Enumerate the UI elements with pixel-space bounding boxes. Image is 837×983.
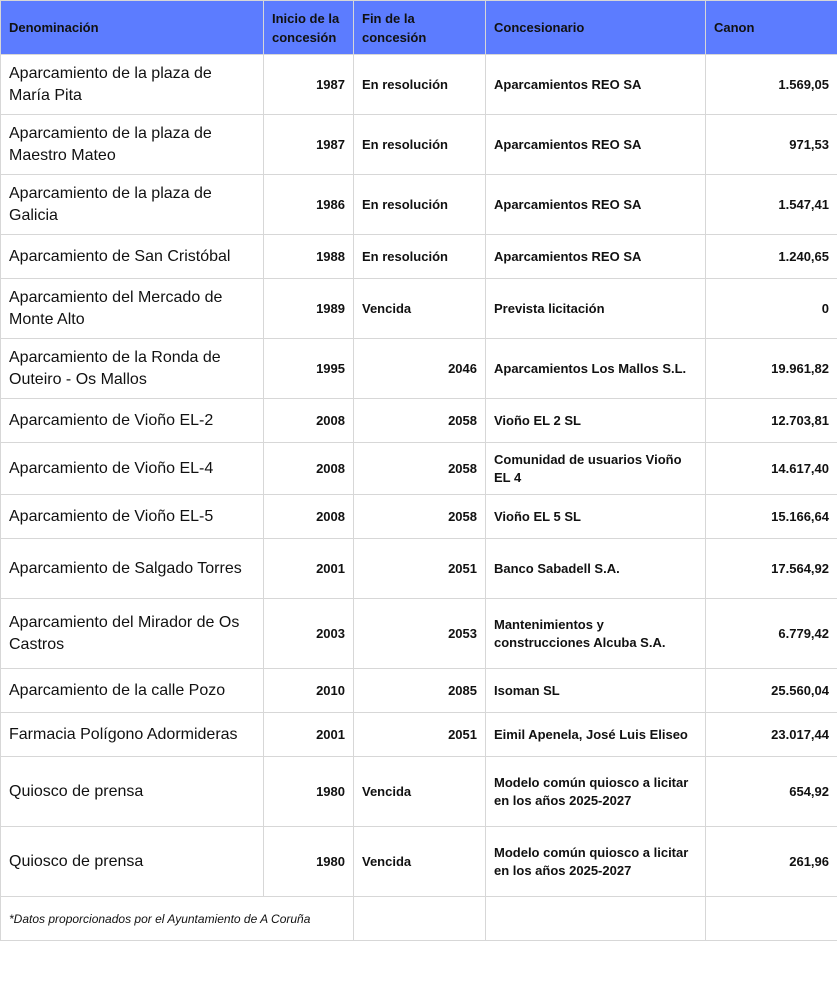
cell-denominacion: Aparcamiento de Vioño EL-5 xyxy=(1,495,264,539)
header-canon: Canon xyxy=(706,1,837,55)
cell-canon: 654,92 xyxy=(706,757,837,827)
cell-fin: 2051 xyxy=(354,539,486,599)
header-row xyxy=(1,1,837,55)
cell-inicio: 2001 xyxy=(264,539,354,599)
cell-denominacion: Aparcamiento de la plaza de Galicia xyxy=(1,175,264,235)
cell-denominacion: Aparcamiento de San Cristóbal xyxy=(1,235,264,279)
footnote: *Datos proporcionados por el Ayuntamiento de A Coruña xyxy=(1,897,354,941)
cell-canon: 23.017,44 xyxy=(706,713,837,757)
header-inicio: Inicio de la concesión xyxy=(264,1,354,55)
cell-fin: En resolución xyxy=(354,55,486,115)
cell-fin: 2051 xyxy=(354,713,486,757)
table-row xyxy=(1,827,837,897)
cell-fin: En resolución xyxy=(354,175,486,235)
cell-canon: 1.240,65 xyxy=(706,235,837,279)
cell-denominacion: Aparcamiento de Salgado Torres xyxy=(1,539,264,599)
table-row xyxy=(1,175,837,235)
footnote-row xyxy=(1,897,837,941)
table-row xyxy=(1,443,837,495)
cell-inicio: 2008 xyxy=(264,399,354,443)
cell-denominacion: Aparcamiento de la Ronda de Outeiro - Os Mallos xyxy=(1,339,264,399)
cell-fin: 2053 xyxy=(354,599,486,669)
cell-fin: En resolución xyxy=(354,115,486,175)
empty-cell xyxy=(486,897,706,941)
cell-denominacion: Aparcamiento del Mercado de Monte Alto xyxy=(1,279,264,339)
cell-canon: 19.961,82 xyxy=(706,339,837,399)
cell-fin: Vencida xyxy=(354,827,486,897)
cell-concesionario: Aparcamientos Los Mallos S.L. xyxy=(486,339,706,399)
table-row xyxy=(1,757,837,827)
cell-inicio: 1980 xyxy=(264,757,354,827)
cell-denominacion: Aparcamiento de la calle Pozo xyxy=(1,669,264,713)
cell-fin: 2058 xyxy=(354,443,486,495)
table-row xyxy=(1,669,837,713)
cell-denominacion: Aparcamiento de Vioño EL-4 xyxy=(1,443,264,495)
cell-denominacion: Aparcamiento de Vioño EL-2 xyxy=(1,399,264,443)
cell-concesionario: Prevista licitación xyxy=(486,279,706,339)
cell-fin: Vencida xyxy=(354,279,486,339)
cell-canon: 6.779,42 xyxy=(706,599,837,669)
cell-canon: 971,53 xyxy=(706,115,837,175)
cell-denominacion: Quiosco de prensa xyxy=(1,757,264,827)
empty-cell xyxy=(706,897,837,941)
cell-denominacion: Farmacia Polígono Adormideras xyxy=(1,713,264,757)
cell-canon: 25.560,04 xyxy=(706,669,837,713)
cell-concesionario: Aparcamientos REO SA xyxy=(486,175,706,235)
cell-concesionario: Vioño EL 2 SL xyxy=(486,399,706,443)
cell-inicio: 1987 xyxy=(264,55,354,115)
cell-denominacion: Aparcamiento de la plaza de María Pita xyxy=(1,55,264,115)
cell-inicio: 1988 xyxy=(264,235,354,279)
cell-fin: En resolución xyxy=(354,235,486,279)
cell-fin: 2058 xyxy=(354,399,486,443)
cell-fin: 2085 xyxy=(354,669,486,713)
cell-canon: 261,96 xyxy=(706,827,837,897)
cell-concesionario: Banco Sabadell S.A. xyxy=(486,539,706,599)
cell-concesionario: Comunidad de usuarios Vioño EL 4 xyxy=(486,443,706,495)
empty-cell xyxy=(354,897,486,941)
header-concesionario: Concesionario xyxy=(486,1,706,55)
header-fin: Fin de la concesión xyxy=(354,1,486,55)
cell-fin: Vencida xyxy=(354,757,486,827)
cell-concesionario: Isoman SL xyxy=(486,669,706,713)
table-row xyxy=(1,399,837,443)
cell-canon: 0 xyxy=(706,279,837,339)
cell-denominacion: Aparcamiento del Mirador de Os Castros xyxy=(1,599,264,669)
cell-canon: 1.569,05 xyxy=(706,55,837,115)
cell-canon: 14.617,40 xyxy=(706,443,837,495)
cell-denominacion: Aparcamiento de la plaza de Maestro Mateo xyxy=(1,115,264,175)
cell-fin: 2058 xyxy=(354,495,486,539)
cell-canon: 15.166,64 xyxy=(706,495,837,539)
table-row xyxy=(1,713,837,757)
cell-inicio: 1995 xyxy=(264,339,354,399)
cell-canon: 17.564,92 xyxy=(706,539,837,599)
cell-inicio: 2001 xyxy=(264,713,354,757)
cell-inicio: 1980 xyxy=(264,827,354,897)
table-row xyxy=(1,339,837,399)
cell-concesionario: Vioño EL 5 SL xyxy=(486,495,706,539)
cell-inicio: 2003 xyxy=(264,599,354,669)
table-row xyxy=(1,599,837,669)
cell-concesionario: Modelo común quiosco a licitar en los años 2025-2027 xyxy=(486,827,706,897)
cell-inicio: 2010 xyxy=(264,669,354,713)
cell-concesionario: Modelo común quiosco a licitar en los años 2025-2027 xyxy=(486,757,706,827)
cell-canon: 12.703,81 xyxy=(706,399,837,443)
cell-inicio: 1986 xyxy=(264,175,354,235)
cell-concesionario: Aparcamientos REO SA xyxy=(486,115,706,175)
table-row xyxy=(1,495,837,539)
cell-concesionario: Eimil Apenela, José Luis Eliseo xyxy=(486,713,706,757)
cell-inicio: 2008 xyxy=(264,443,354,495)
table-row xyxy=(1,539,837,599)
cell-concesionario: Mantenimientos y construcciones Alcuba S.A. xyxy=(486,599,706,669)
header-denominacion: Denominación xyxy=(1,1,264,55)
cell-inicio: 1987 xyxy=(264,115,354,175)
cell-canon: 1.547,41 xyxy=(706,175,837,235)
table-row xyxy=(1,55,837,115)
cell-denominacion: Quiosco de prensa xyxy=(1,827,264,897)
table-row xyxy=(1,115,837,175)
cell-inicio: 1989 xyxy=(264,279,354,339)
cell-fin: 2046 xyxy=(354,339,486,399)
table-row xyxy=(1,235,837,279)
table-row xyxy=(1,279,837,339)
cell-inicio: 2008 xyxy=(264,495,354,539)
cell-concesionario: Aparcamientos REO SA xyxy=(486,235,706,279)
cell-concesionario: Aparcamientos REO SA xyxy=(486,55,706,115)
